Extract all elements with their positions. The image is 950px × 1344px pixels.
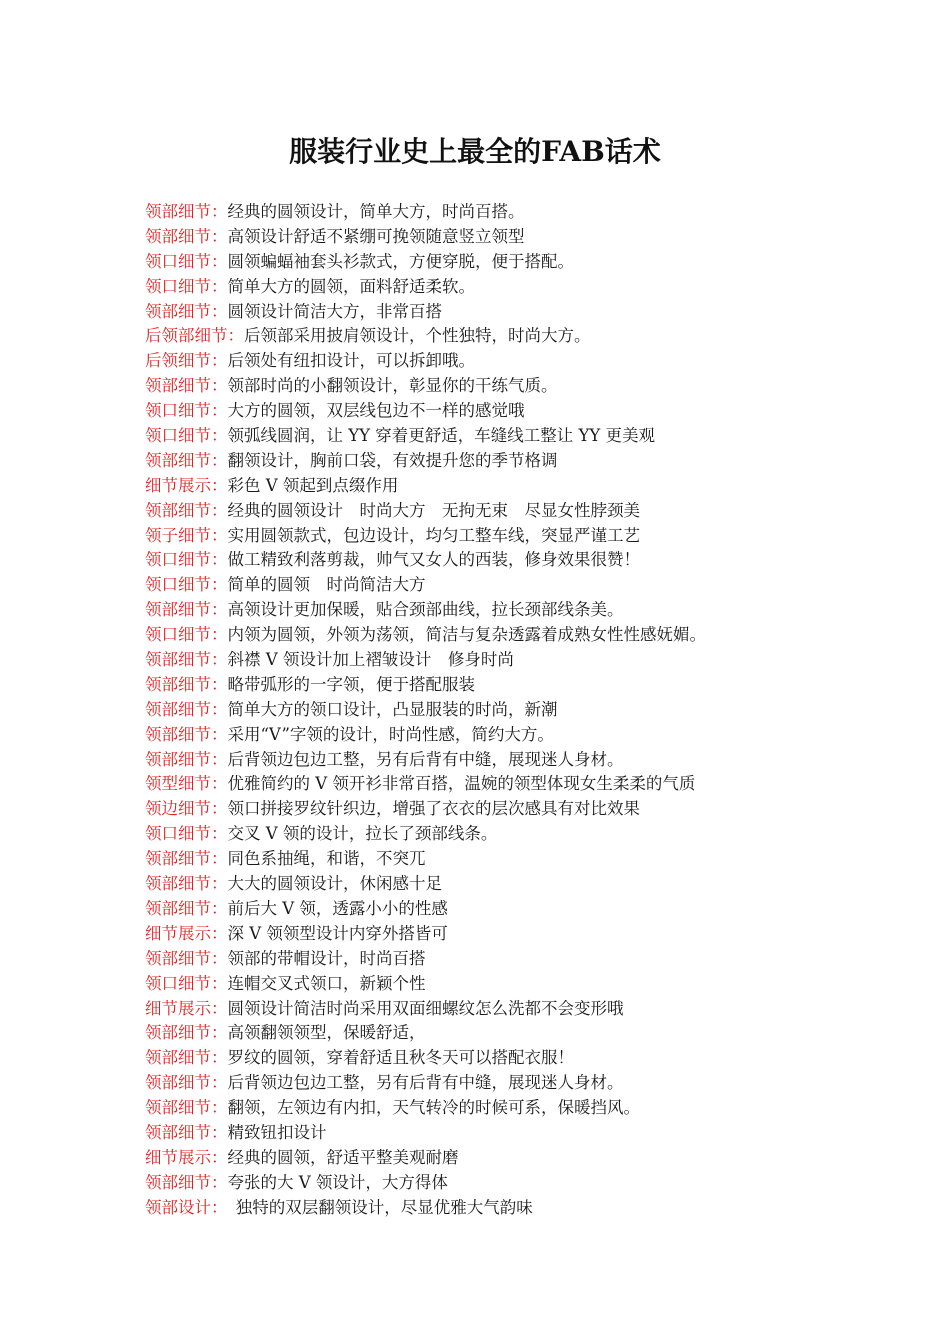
entry-label: 领部细节： [145,226,228,246]
entry-text: 经典的圆领设计，简单大方，时尚百搭。 [227,202,525,221]
list-item [145,250,845,275]
entry-label: 领口细节： [145,550,228,570]
entry-text: 圆领蝙蝠袖套头衫款式，方便穿脱，便于搭配。 [227,251,574,271]
list-item [145,399,845,424]
entry-label: 领部细节： [145,1098,228,1118]
entry-label: 领口细节： [145,575,228,595]
entry-label: 领部细节： [145,724,228,744]
entry-text: 后背领边包边工整，另有后背有中缝，展现迷人身材。 [227,749,624,769]
entry-text: 经典的圆领设计 时尚大方 无拘无束 尽显女性脖颈美 [227,500,640,520]
entry-label: 领口细节： [145,401,228,421]
entry-text: 交叉 V 领的设计，拉长了颈部线条。 [227,824,498,844]
list-item [145,822,845,847]
entry-label: 细节展示： [145,923,228,943]
list-item [145,324,845,349]
entry-label: 领口细节： [145,426,228,446]
entry-label: 领部细节： [145,1122,228,1142]
list-item [145,225,845,250]
entry-text: 彩色 V 领起到点缀作用 [227,475,399,495]
entry-label: 领部细节： [145,749,228,769]
entry-label: 领部细节： [145,699,228,719]
entry-text: 独特的双层翻领设计，尽显优雅大气韵味 [219,1197,533,1217]
entry-text: 实用圆领款式，包边设计，均匀工整车线，突显严谨工艺 [227,525,640,545]
entry-text: 内领为圆领，外领为荡领，简洁与复杂透露着成熟女性性感妩媚。 [227,625,706,645]
entry-label: 领部设计： [145,1197,220,1217]
entry-text: 高领翻领领型，保暖舒适， [227,1023,426,1043]
list-item [145,847,845,872]
entry-label: 领口细节： [145,824,228,844]
entry-text: 高领设计更加保暖，贴合颈部曲线，拉长颈部线条美。 [227,600,624,620]
entry-text: 后领部采用披肩领设计，个性独特，时尚大方。 [244,326,591,346]
list-item [145,1196,845,1221]
list-item [145,698,845,723]
list-item [145,623,845,648]
entry-label: 领部细节： [145,600,228,620]
list-item [145,1171,845,1196]
entry-text: 采用“V”字领的设计，时尚性感，简约大方。 [227,724,554,744]
entry-text: 简单大方的领口设计，凸显服装的时尚，新潮 [227,699,558,719]
entry-text: 同色系抽绳，和谐，不突兀 [227,849,426,869]
entry-label: 细节展示： [145,475,228,495]
entry-label: 领口细节： [145,625,228,645]
entry-text: 经典的圆领，舒适平整美观耐磨 [227,1147,459,1167]
list-item [145,897,845,922]
entry-text: 简单的圆领 时尚简洁大方 [227,575,426,595]
list-item [145,573,845,598]
entry-text: 简单大方的圆领，面料舒适柔软。 [227,276,475,296]
entry-text: 高领设计舒适不紧绷可挽领随意竖立领型 [227,226,525,246]
entry-text: 斜襟 V 领设计加上褶皱设计 修身时尚 [227,650,514,670]
entry-label: 领部细节： [145,1048,228,1068]
list-item [145,449,845,474]
list-item [145,1121,845,1146]
entry-text: 领部时尚的小翻领设计，彰显你的干练气质。 [227,376,558,396]
entry-text: 夸张的大 V 领设计，大方得体 [227,1172,448,1192]
list-item [145,723,845,748]
entry-text: 后领处有纽扣设计，可以拆卸哦。 [227,351,475,371]
list-item [145,947,845,972]
entry-text: 后背领边包边工整，另有后背有中缝，展现迷人身材。 [227,1073,624,1093]
entry-label: 领部细节： [145,1023,228,1043]
list-item [145,499,845,524]
entry-text: 领部的带帽设计，时尚百搭 [227,948,426,968]
entry-label: 后领部细节： [145,326,244,346]
entry-text: 精致钮扣设计 [227,1122,327,1142]
list-item [145,474,845,499]
list-item [145,1046,845,1071]
list-item [145,648,845,673]
entry-label: 领口细节： [145,276,228,296]
list-item [145,748,845,773]
entry-text: 做工精致利落剪裁，帅气又女人的西装，修身效果很赞！ [227,550,640,570]
list-item [145,524,845,549]
entry-text: 翻领，左领边有内扣，天气转冷的时候可系，保暖挡风。 [227,1098,640,1118]
entry-label: 领部细节： [145,874,228,894]
list-item [145,772,845,797]
entry-text: 大方的圆领，双层线包边不一样的感觉哦 [227,401,525,421]
entry-label: 领口细节： [145,973,228,993]
entry-label: 领部细节： [145,650,228,670]
list-item [145,1096,845,1121]
list-item [145,275,845,300]
entry-text: 连帽交叉式领口，新颖个性 [227,973,426,993]
entry-label: 领口细节： [145,251,228,271]
list-item [145,997,845,1022]
list-item [145,598,845,623]
entry-label: 领部细节： [145,674,228,694]
entry-label: 细节展示： [145,998,228,1018]
entry-text: 罗纹的圆领，穿着舒适且秋冬天可以搭配衣服！ [227,1048,574,1068]
list-item [145,1146,845,1171]
entry-text: 圆领设计简洁时尚采用双面细螺纹怎么洗都不会变形哦 [227,998,624,1018]
entry-label: 领部细节： [145,898,228,918]
entry-text: 翻领设计，胸前口袋，有效提升您的季节格调 [227,450,558,470]
list-item [145,424,845,449]
entry-label: 领部细节： [145,450,228,470]
list-item [145,1071,845,1096]
entry-label: 领子细节： [145,525,228,545]
list-item [145,972,845,997]
entry-text: 领弧线圆润，让 YY 穿着更舒适，车缝线工整让 YY 更美观 [227,426,656,446]
entry-label: 领型细节： [145,774,228,794]
entry-text: 领口拼接罗纹针织边，增强了衣衣的层次感具有对比效果 [227,799,640,819]
entry-text: 略带弧形的一字领，便于搭配服装 [227,674,475,694]
list-item [145,673,845,698]
list-item [145,1021,845,1046]
entry-text: 大大的圆领设计，休闲感十足 [227,874,442,894]
entry-label: 领部细节： [145,202,228,221]
entry-list [145,200,845,1221]
entry-text: 前后大 V 领，透露小小的性感 [227,898,448,918]
entry-label: 领部细节： [145,301,228,321]
list-item [145,349,845,374]
entry-label: 领部细节： [145,500,228,520]
entry-label: 领部细节： [145,948,228,968]
entry-label: 领边细节： [145,799,228,819]
entry-label: 领部细节： [145,376,228,396]
entry-label: 领部细节： [145,1073,228,1093]
list-item [145,374,845,399]
entry-label: 后领细节： [145,351,228,371]
list-item [145,200,845,225]
list-item [145,797,845,822]
entry-label: 细节展示： [145,1147,228,1167]
entry-text: 圆领设计简洁大方，非常百搭 [227,301,442,321]
list-item [145,872,845,897]
document-title: 服装行业史上最全的FAB话术 [289,135,661,168]
list-item [145,548,845,573]
entry-text: 深 V 领领型设计内穿外搭皆可 [227,923,448,943]
list-item [145,922,845,947]
entry-label: 领部细节： [145,1172,228,1192]
list-item [145,300,845,325]
entry-label: 领部细节： [145,849,228,869]
entry-text: 优雅简约的 V 领开衫非常百搭，温婉的领型体现女生柔柔的气质 [227,774,696,794]
